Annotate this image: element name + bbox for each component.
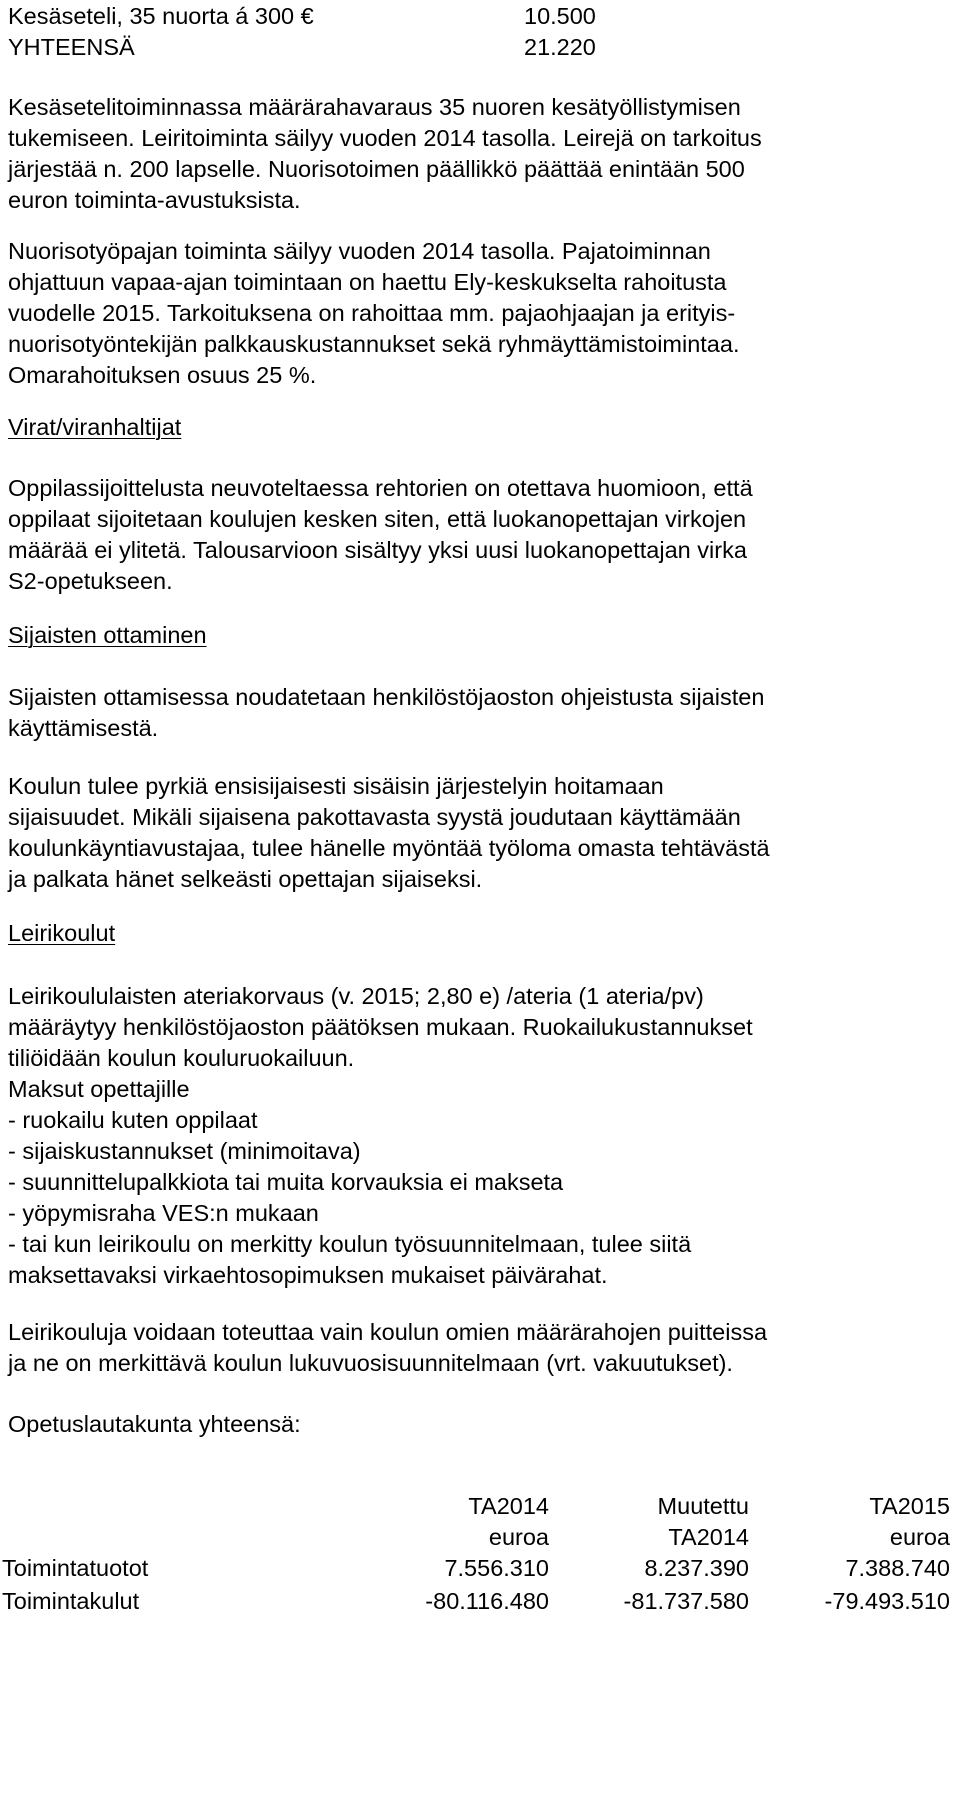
paragraph-line: Maksut opettajille xyxy=(8,1076,190,1102)
list-item: - sijaiskustannukset (minimoitava) xyxy=(8,1138,361,1164)
table-cell: -81.737.580 xyxy=(623,1588,749,1614)
paragraph-line: nuorisotyöntekijän palkkauskustannukset sekä ryhmäyttämistoimintaa. xyxy=(8,331,740,357)
paragraph-line: tiliöidään koulun kouluruokailuun. xyxy=(8,1045,355,1071)
column-header: euroa xyxy=(889,1524,950,1550)
table-cell: 7.556.310 xyxy=(444,1555,549,1581)
section-heading-leirikoulut: Leirikoulut xyxy=(8,920,116,946)
paragraph-line: ja ne on merkittävä koulun lukuvuosisuunnitelmaan (vrt. vakuutukset). xyxy=(8,1350,733,1376)
table-row-label: Toimintakulut xyxy=(2,1588,140,1614)
column-header: TA2014 xyxy=(668,1524,749,1550)
paragraph-line: koulunkäyntiavustajaa, tulee hänelle myöntää työloma omasta tehtävästä xyxy=(8,835,770,861)
summer-voucher-row xyxy=(8,5,314,29)
column-header: Muutettu xyxy=(657,1493,749,1519)
paragraph-line: maksettavaksi virkaehtosopimuksen mukaiset päivärahat. xyxy=(8,1262,608,1288)
paragraph-line: käyttämisestä. xyxy=(8,715,159,741)
list-item: - suunnittelupalkkiota tai muita korvauksia ei makseta xyxy=(8,1169,564,1195)
paragraph-line: Leirikouluja voidaan toteuttaa vain koulun omien määrärahojen puitteissa xyxy=(8,1319,768,1345)
table-cell: -80.116.480 xyxy=(425,1588,549,1614)
paragraph-line: S2-opetukseen. xyxy=(8,568,173,594)
table-row-label: Toimintatuotot xyxy=(2,1555,149,1581)
table-cell: 7.388.740 xyxy=(845,1555,950,1581)
column-header: TA2015 xyxy=(869,1493,950,1519)
paragraph-line: määrää ei ylitetä. Talousarvioon sisältyy yksi uusi luokanopettajan virka xyxy=(8,537,747,563)
paragraph-line: sijaisuudet. Mikäli sijaisena pakottavasta syystä joudutaan käyttämään xyxy=(8,804,741,830)
section-heading-virat: Virat/viranhaltijat xyxy=(8,414,182,440)
paragraph-line: Omarahoituksen osuus 25 %. xyxy=(8,362,317,388)
table-cell: 8.237.390 xyxy=(644,1555,749,1581)
list-item: - yöpymisraha VES:n mukaan xyxy=(8,1200,319,1226)
paragraph-line: ja palkata hänet selkeästi opettajan sijaiseksi. xyxy=(8,866,483,892)
paragraph-line: Leirikoululaisten ateriakorvaus (v. 2015; 2,80 e) /ateria (1 ateria/pv) xyxy=(8,983,704,1009)
paragraph-line: järjestää n. 200 lapselle. Nuorisotoimen päällikkö päättää enintään 500 xyxy=(8,156,745,182)
summer-voucher-amount: 10.500 xyxy=(524,3,596,29)
paragraph-line: Oppilassijoittelusta neuvoteltaessa rehtorien on otettava huomioon, että xyxy=(8,475,753,501)
paragraph-line: euron toiminta-avustuksista. xyxy=(8,187,301,213)
paragraph-line: tukemiseen. Leiritoiminta säilyy vuoden 2014 tasolla. Leirejä on tarkoitus xyxy=(8,125,762,151)
total-amount: 21.220 xyxy=(524,34,596,60)
table-cell: -79.493.510 xyxy=(824,1588,950,1614)
column-header: euroa xyxy=(488,1524,549,1550)
paragraph-line: Nuorisotyöpajan toiminta säilyy vuoden 2014 tasolla. Pajatoiminnan xyxy=(8,238,711,264)
euro-symbol: € xyxy=(300,3,314,29)
paragraph-line: oppilaat sijoitetaan koulujen kesken siten, että luokanopettajan virkojen xyxy=(8,506,747,532)
paragraph-line: määräytyy henkilöstöjaoston päätöksen mukaan. Ruokailukustannukset xyxy=(8,1014,753,1040)
section-heading-sijaisten: Sijaisten ottaminen xyxy=(8,622,207,648)
paragraph-line: vuodelle 2015. Tarkoituksena on rahoittaa mm. pajaohjaajan ja erityis- xyxy=(8,300,736,326)
table-title: Opetuslautakunta yhteensä: xyxy=(8,1411,301,1437)
paragraph-line: ohjattuun vapaa-ajan toimintaan on haettu Ely-keskukselta rahoitusta xyxy=(8,269,727,295)
paragraph-line: Sijaisten ottamisessa noudatetaan henkilöstöjaoston ohjeistusta sijaisten xyxy=(8,684,765,710)
row-label: Kesäseteli, 35 nuorta á 300 xyxy=(8,3,301,29)
column-header: TA2014 xyxy=(468,1493,549,1519)
total-label: YHTEENSÄ xyxy=(8,34,135,60)
list-item: - ruokailu kuten oppilaat xyxy=(8,1107,258,1133)
list-item: - tai kun leirikoulu on merkitty koulun työsuunnitelmaan, tulee siitä xyxy=(8,1231,692,1257)
paragraph-line: Koulun tulee pyrkiä ensisijaisesti sisäisin järjestelyin hoitamaan xyxy=(8,773,664,799)
paragraph-line: Kesäsetelitoiminnassa määrärahavaraus 35 nuoren kesätyöllistymisen xyxy=(8,94,741,120)
